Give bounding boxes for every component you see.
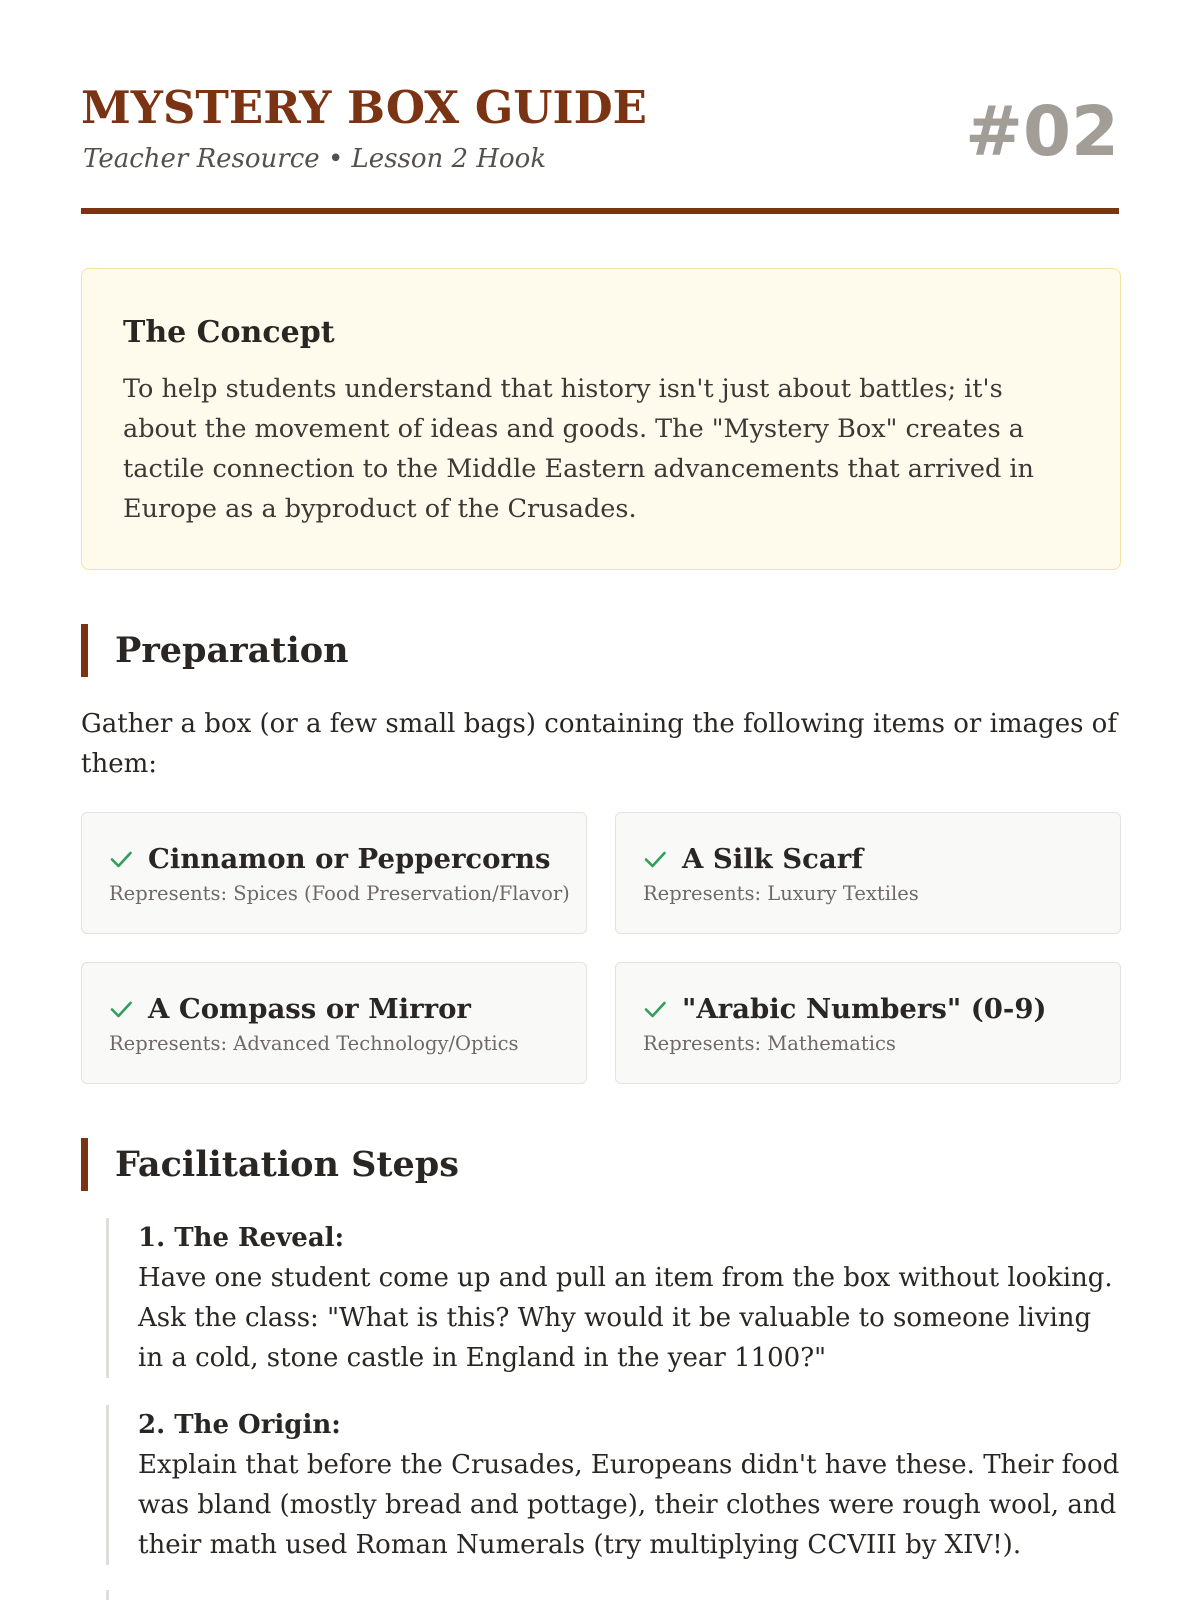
item-represents: Represents: Spices (Food Preservation/Flavor) <box>109 882 570 905</box>
item-name-row <box>109 841 559 877</box>
item-name: A Compass or Mirror <box>148 993 471 1025</box>
item-name-row <box>643 841 1093 877</box>
item-represents: Represents: Luxury Textiles <box>643 882 919 905</box>
concept-box <box>81 268 1121 570</box>
facilitation-heading: Facilitation Steps <box>81 1138 459 1191</box>
item-represents: Represents: Advanced Technology/Optics <box>109 1032 519 1055</box>
item-card <box>81 962 587 1084</box>
document-title: MYSTERY BOX GUIDE <box>81 81 647 134</box>
check-icon <box>643 997 667 1021</box>
concept-text: To help students understand that history isn't just about battles; it's about the movement of ideas and goods. The "Mystery Box" creates a tactile connection to the Middle Eastern advancements that arrived in Europe as a byproduct of the Crusades. <box>123 374 1034 524</box>
facilitation-step-partial <box>106 1590 1121 1600</box>
preparation-intro: Gather a box (or a few small bags) containing the following items or images of them: <box>81 709 1117 779</box>
document-subtitle: Teacher Resource • Lesson 2 Hook <box>83 144 547 174</box>
check-icon <box>109 997 133 1021</box>
item-name-row <box>643 991 1093 1027</box>
item-represents: Represents: Mathematics <box>643 1032 896 1055</box>
step-title: 2. The Origin: <box>138 1410 341 1440</box>
step-title: 1. The Reveal: <box>138 1223 345 1253</box>
item-name: Cinnamon or Peppercorns <box>148 843 551 875</box>
facilitation-step <box>106 1218 1121 1378</box>
concept-title: The Concept <box>123 315 335 350</box>
check-icon <box>643 847 667 871</box>
item-name: "Arabic Numbers" (0-9) <box>682 993 1047 1025</box>
item-name-row <box>109 991 559 1027</box>
step-text: Have one student come up and pull an item from the box without looking. Ask the class: "What is this? Why would it be valuable to someone living in a cold, stone castle in England in the year 1100?" <box>138 1263 1113 1373</box>
item-name: A Silk Scarf <box>682 843 864 875</box>
check-icon <box>109 847 133 871</box>
item-card <box>615 812 1121 934</box>
item-card <box>615 962 1121 1084</box>
document-number: #02 <box>965 92 1119 172</box>
item-card <box>81 812 587 934</box>
step-text: Explain that before the Crusades, Europeans didn't have these. Their food was bland (mostly bread and pottage), their clothes were rough wool, and their math used Roman Numerals (try multiplying CCVIII by XIV!). <box>138 1450 1120 1560</box>
preparation-heading: Preparation <box>81 624 349 677</box>
facilitation-step <box>106 1405 1121 1565</box>
document-header <box>81 0 1119 214</box>
